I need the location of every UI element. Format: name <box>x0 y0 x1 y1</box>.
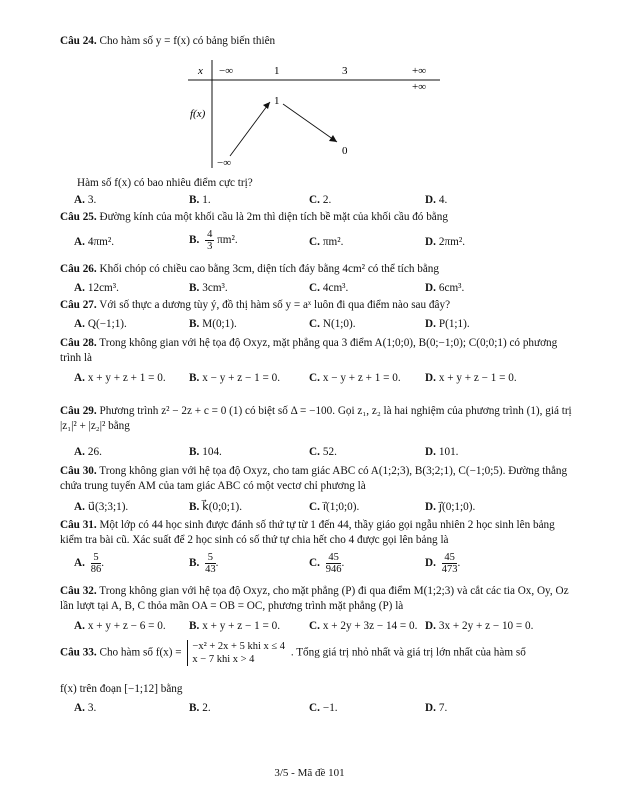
question-text: Cho hàm số f(x) = <box>99 646 182 659</box>
option-c[interactable]: C. 4cm³. <box>309 282 349 294</box>
question-27-options <box>74 318 589 334</box>
question-label: Câu 31. <box>60 519 97 531</box>
question-text: Một lớp có 44 học sinh được đánh số thứ tự từ 1 đến 44, thầy giáo gọi ngẫu nhiên 2 học sinh lên bảng kiểm tra bài cũ. Xác suất để 2 học sinh có số thứ tự chia hết cho 4 được gọi lên bảng là <box>60 519 555 546</box>
question-25-options <box>74 229 589 252</box>
question-31-stem <box>60 518 579 548</box>
question-26-stem <box>60 262 579 277</box>
question-label: Câu 27. <box>60 299 97 311</box>
table-f-at-1: 1 <box>274 95 280 107</box>
option-d[interactable]: D. 6cm³. <box>425 282 465 294</box>
option-b[interactable]: B. k⃗(0;0;1). <box>189 501 242 513</box>
option-b[interactable]: B. $\frac{4}{3}$ πm². <box>189 229 238 252</box>
option-c[interactable]: C. x − y + z + 1 = 0. <box>309 372 401 384</box>
option-c[interactable]: C. x + 2y + 3z − 14 = 0. <box>309 620 418 632</box>
question-label: Câu 26. <box>60 263 97 275</box>
question-text: Trong không gian với hệ tọa độ Oxyz, cho tam giác ABC có A(1;2;3), B(3;2;1), C(−1;0;5). Đường thẳng chứa trung tuyến AM của tam giác ABC có một vectơ chỉ phương là <box>60 465 568 492</box>
option-a[interactable]: A. x + y + z + 1 = 0. <box>74 372 166 384</box>
option-a[interactable]: A. 26. <box>74 446 102 458</box>
question-33-line2: f(x) trên đoạn [−1;12] bằng <box>60 683 183 695</box>
question-label: Câu 28. <box>60 337 97 349</box>
option-d[interactable]: D. 2πm². <box>425 236 465 248</box>
option-d[interactable]: D. 3x + 2y + z − 10 = 0. <box>425 620 534 632</box>
fraction: $\frac{4}{3}$ <box>207 229 213 252</box>
option-a[interactable]: A. x + y + z − 6 = 0. <box>74 620 166 632</box>
option-a[interactable]: A. Q(−1;1). <box>74 318 127 330</box>
question-text: Trong không gian với hệ tọa độ Oxyz, mặt phẳng qua 3 điểm A(1;0;0), B(0;−1;0); C(0;0;1) có phương trình là <box>60 337 558 364</box>
question-text: Phương trình z² − 2z + c = 0 (1) có biệt số Δ = −100. Gọi z₁, z₂ là hai nghiệm của phương trình (1), giá trị |z₁|² + |z₂|² bằng <box>60 405 572 432</box>
option-a[interactable]: A. 3. <box>74 702 97 714</box>
option-b[interactable]: B. x − y + z − 1 = 0. <box>189 372 281 384</box>
option-d[interactable]: D. j⃗(0;1;0). <box>425 501 476 513</box>
table-top-right-inf: +∞ <box>412 81 427 93</box>
question-30-stem <box>60 464 579 494</box>
question-text: Khối chóp có chiều cao bằng 3cm, diện tích đáy bằng 4cm² có thể tích bằng <box>99 263 439 275</box>
option-c[interactable]: C. πm². <box>309 236 344 248</box>
case-1: −x² + 2x + 5 khi x ≤ 4 <box>192 641 286 652</box>
option-b[interactable]: B. 3cm³. <box>189 282 228 294</box>
option-a[interactable]: A. 4πm². <box>74 236 114 248</box>
page-footer: 3/5 - Mã đề 101 <box>274 767 345 779</box>
arrow-up <box>230 102 270 156</box>
question-31-options <box>74 552 589 580</box>
option-b[interactable]: B. 2. <box>189 702 211 714</box>
question-text: Cho hàm số y = f(x) có bảng biến thiên <box>99 35 276 47</box>
option-b[interactable]: B. 1. <box>189 194 211 206</box>
question-label: Câu 30. <box>60 465 97 477</box>
question-label: Câu 33. <box>60 646 97 659</box>
question-28-options <box>74 372 589 388</box>
question-24-ask: Hàm số f(x) có bao nhiêu điểm cực trị? <box>77 177 253 189</box>
option-a[interactable]: A. 3. <box>74 194 97 206</box>
option-c[interactable]: C. −1. <box>309 702 338 714</box>
question-29-options <box>74 446 589 462</box>
question-33-options <box>74 702 589 718</box>
question-32-stem <box>60 584 579 614</box>
table-x-pos-inf: +∞ <box>412 65 427 77</box>
option-c[interactable]: C. 52. <box>309 446 337 458</box>
option-d[interactable]: D. $\frac{45}{473}$ . <box>425 552 461 575</box>
option-c[interactable]: C. i⃗(1;0;0). <box>309 501 360 513</box>
question-text-cont: . Tổng giá trị nhỏ nhất và giá trị lớn nhất của hàm số <box>290 646 526 659</box>
option-d[interactable]: D. 4. <box>425 194 448 206</box>
question-24-options <box>74 194 589 210</box>
option-c[interactable]: C. $\frac{45}{946}$ . <box>309 552 345 575</box>
question-28-stem <box>60 336 579 366</box>
piecewise-brace <box>187 640 285 666</box>
table-f-left: −∞ <box>217 157 232 169</box>
question-label: Câu 32. <box>60 585 97 597</box>
question-24-stem <box>60 34 579 49</box>
question-33-stem <box>60 640 579 666</box>
table-x-neg-inf: −∞ <box>219 65 234 77</box>
option-a[interactable]: A. 12cm³. <box>74 282 119 294</box>
option-a[interactable]: A. u⃗(3;3;1). <box>74 501 129 513</box>
question-label: Câu 24. <box>60 35 97 47</box>
question-26-options <box>74 282 589 298</box>
option-d[interactable]: D. P(1;1). <box>425 318 470 330</box>
question-30-options <box>74 500 589 516</box>
question-text: Trong không gian với hệ tọa độ Oxyz, cho mặt phẳng (P) đi qua điểm M(1;2;3) và cắt các tia Ox, Oy, Oz lần lượt tại A, B, C thỏa mãn OA = OB = OC, phương trình mặt phẳng (P) là <box>60 585 569 612</box>
question-text: Với số thực a dương tùy ý, đồ thị hàm số y = aˣ luôn đi qua điểm nào sau đây? <box>99 299 451 311</box>
arrow-down <box>283 104 337 142</box>
option-b[interactable]: B. M(0;1). <box>189 318 237 330</box>
option-d[interactable]: D. 7. <box>425 702 448 714</box>
question-27-stem <box>60 298 579 313</box>
question-label: Câu 25. <box>60 211 97 223</box>
option-b[interactable]: B. x + y + z − 1 = 0. <box>189 620 281 632</box>
question-32-options <box>74 620 589 636</box>
question-29-stem <box>60 404 579 434</box>
table-x-1: 1 <box>274 65 280 77</box>
question-25-stem <box>60 210 579 225</box>
option-a[interactable]: A. $\frac{5}{86}$ . <box>74 552 104 575</box>
table-x-3: 3 <box>342 65 348 77</box>
option-c[interactable]: C. N(1;0). <box>309 318 356 330</box>
option-d[interactable]: D. 101. <box>425 446 459 458</box>
question-label: Câu 29. <box>60 405 97 417</box>
table-fx-label: f(x) <box>190 108 206 120</box>
case-2: x − 7 khi x > 4 <box>192 654 255 665</box>
table-f-at-3: 0 <box>342 145 348 157</box>
option-b[interactable]: B. $\frac{5}{43}$ . <box>189 552 219 575</box>
option-c[interactable]: C. 2. <box>309 194 332 206</box>
option-d[interactable]: D. x + y + z − 1 = 0. <box>425 372 517 384</box>
question-text: Đường kính của một khối cầu là 2m thì diện tích bề mặt của khối cầu đó bằng <box>99 211 448 223</box>
option-b[interactable]: B. 104. <box>189 446 222 458</box>
table-x-label: x <box>198 65 203 77</box>
